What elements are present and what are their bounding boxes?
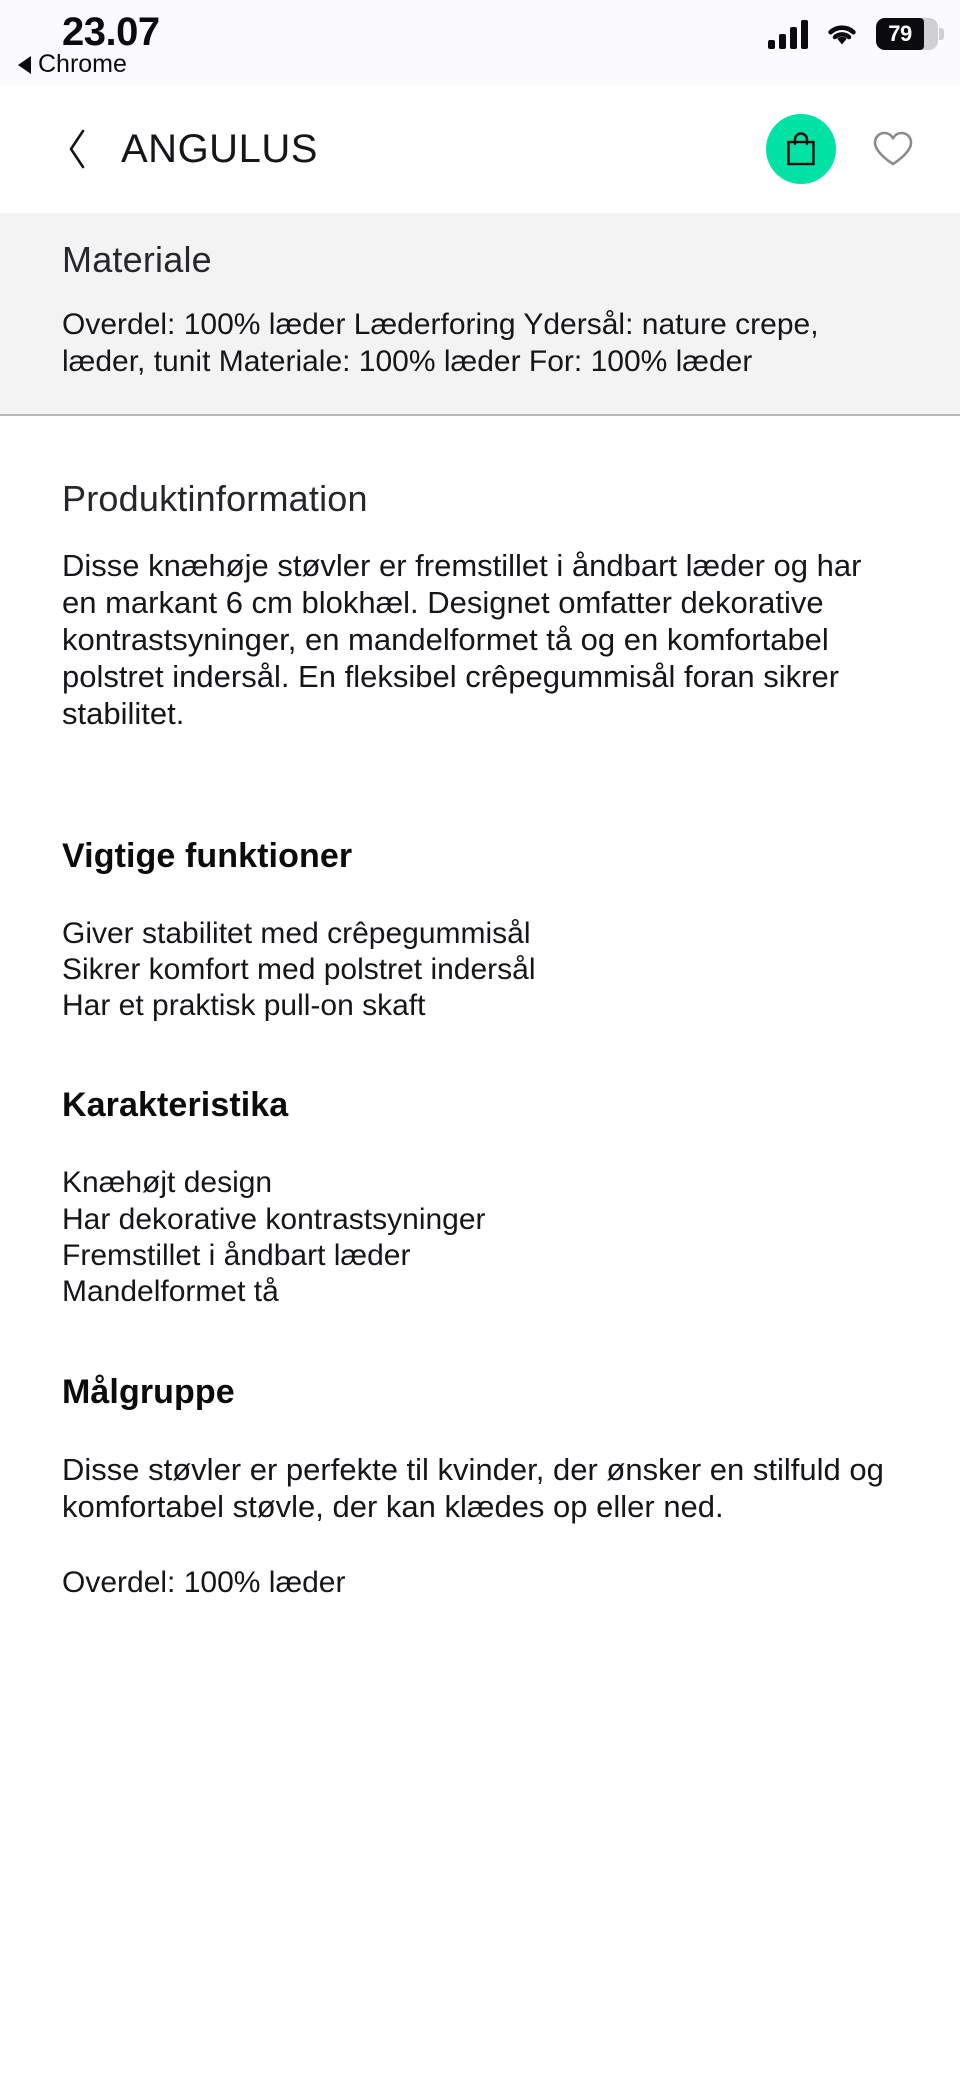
status-bar-indicators [768,18,938,50]
shopping-bag-icon [784,131,818,167]
list-item: Har et praktisk pull-on skaft [62,989,426,1023]
back-app-label: Chrome [38,50,127,78]
characteristics-section [62,1086,902,1310]
return-to-chrome-button[interactable] [18,50,127,79]
list-item: Giver stabilitet med crêpegummisål [62,916,531,950]
characteristics-list [62,1165,902,1310]
wifi-icon [824,19,860,49]
list-item: Knæhøjt design [62,1166,273,1200]
back-triangle-icon [18,56,31,74]
target-group-footer-line: Overdel: 100% læder [62,1566,346,1600]
key-features-title: Vigtige funktioner [62,836,353,875]
key-features-section [62,837,902,1025]
list-item: Mandelformet tå [62,1275,279,1309]
page-title: ANGULUS [121,126,318,171]
list-item: Fremstillet i åndbart læder [62,1239,411,1273]
ios-status-bar [0,0,960,85]
battery-percent-label: 79 [888,21,912,46]
status-bar-clock: 23.07 [62,10,160,54]
material-section [0,213,960,414]
list-item: Har dekorative kontrastsyninger [62,1202,486,1236]
battery-icon [876,18,938,50]
spacer [62,876,902,916]
target-group-body: Disse støvler er perfekte til kvinder, der ønsker en stilfuld og komfortabel støvle, der kan klædes op eller ned. [62,1451,884,1524]
product-information-description: Disse knæhøje støvler er fremstillet i åndbart læder og har en markant 6 cm blokhæl. Designet omfatter dekorative kontrastsyninger, en mandelformet tå og en komfortabel polstret indersål. En fleksibel crêpegummisål foran sikrer stabilitet. [62,548,862,731]
back-button[interactable] [60,123,94,175]
key-features-list [62,916,902,1025]
chevron-left-icon [65,127,89,171]
material-section-title: Materiale [62,239,212,280]
characteristics-title: Karakteristika [62,1086,289,1125]
product-content [0,416,960,1602]
app-header [0,85,960,213]
spacer [62,1525,902,1565]
spacer [62,733,902,837]
cellular-signal-icon [768,19,808,49]
target-group-title: Målgruppe [62,1372,235,1411]
material-section-body: Overdel: 100% læder Læderforing Ydersål: nature crepe, læder, tunit Materiale: 100% læder For: 100% læder [62,308,819,378]
cart-button[interactable] [766,114,836,184]
spacer [62,1311,902,1373]
spacer [62,1125,902,1165]
heart-outline-icon [871,129,915,169]
spacer [62,1024,902,1086]
target-group-section [62,1373,902,1602]
list-item: Sikrer komfort med polstret indersål [62,952,536,986]
product-information-section [62,416,902,732]
product-information-title: Produktinformation [62,478,368,520]
spacer [62,1412,902,1452]
favorite-button[interactable] [864,120,922,178]
